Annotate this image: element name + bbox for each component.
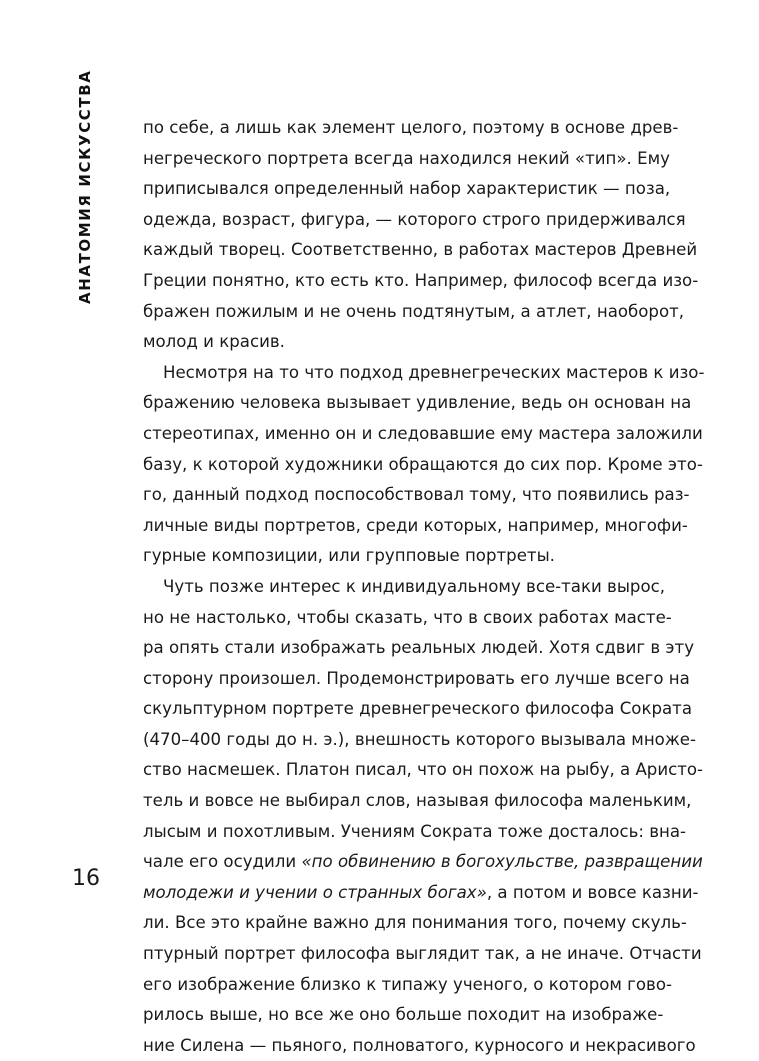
text-line: одежда, возраст, фигура, — которого строго придерживался (143, 209, 686, 229)
text-line: стереотипах, именно он и следовавшие ему мастера заложили (143, 423, 703, 443)
quoted-text: «по обвинению в богохульстве, развращении (301, 852, 703, 872)
body-text (143, 113, 705, 1061)
text-line: но не настолько, чтобы сказать, что в своих работах масте- (143, 607, 672, 627)
text-line: Чуть позже интерес к индивидуальному все-таки вырос, (163, 576, 666, 596)
text-line: по себе, а лишь как элемент целого, поэтому в основе древ- (143, 118, 679, 137)
text-line: Несмотря на то что подход древнегреческих мастеров к изо- (163, 362, 705, 382)
text-line: рилось выше, но все же оно больше походит на изображе- (143, 1005, 664, 1025)
text-line: личные виды портретов, среди которых, например, многофи- (143, 515, 688, 535)
text-line: Греции понятно, кто есть кто. Например, философ всегда изо- (143, 270, 699, 290)
text-line: бражен пожилым и не очень подтянутым, а атлет, наоборот, (143, 301, 685, 321)
text-line: сторону произошел. Продемонстрировать его лучше всего на (143, 668, 690, 688)
text-line: лысым и похотливым. Учениям Сократа тоже досталось: вна- (143, 821, 687, 841)
running-head: АНАТОМИЯ ИСКУССТВА (76, 69, 94, 304)
text-segment: чале его осудили (143, 852, 302, 872)
text-line: ние Силена — пьяного, полноватого, курносого и некрасивого (143, 1035, 696, 1055)
text-line: (470–400 годы до н. э.), внешность которого вызывала множе- (143, 729, 696, 749)
text-line: птурный портрет философа выглядит так, а не иначе. Отчасти (143, 944, 702, 964)
page-number: 16 (72, 866, 100, 891)
text-line: молод и красив. (143, 332, 285, 352)
text-line (143, 878, 699, 909)
text-line: ли. Все это крайне важно для понимания того, почему скуль- (143, 913, 687, 933)
text-line: приписывался определенный набор характеристик — поза, (143, 179, 671, 199)
text-line: скульптурном портрете древнегреческого философа Сократа (143, 699, 693, 719)
text-line: го, данный подход поспособствовал тому, что появились раз- (143, 485, 690, 505)
text-line: гурные композиции, или групповые портреты. (143, 546, 555, 566)
text-line: бражению человека вызывает удивление, ведь он основан на (143, 393, 692, 413)
text-line: тель и вовсе не выбирал слов, называя философа маленьким, (143, 791, 692, 811)
text-line: каждый творец. Соответственно, в работах мастеров Древней (143, 240, 698, 260)
text-line: базу, к которой художники обращаются до сих пор. Кроме это- (143, 454, 703, 474)
text-segment: , а потом и вовсе казни- (486, 882, 699, 902)
text-line: ство насмешек. Платон писал, что он похож на рыбу, а Аристо- (143, 760, 704, 780)
text-line: его изображение близко к типажу ученого, о котором гово- (143, 974, 672, 994)
quoted-text: молодежи и учении о странных богах» (143, 882, 487, 902)
text-line: ра опять стали изображать реальных людей. Хотя сдвиг в эту (143, 638, 695, 658)
text-line: негреческого портрета всегда находился некий «тип». Ему (143, 148, 670, 168)
text-line (143, 847, 703, 878)
